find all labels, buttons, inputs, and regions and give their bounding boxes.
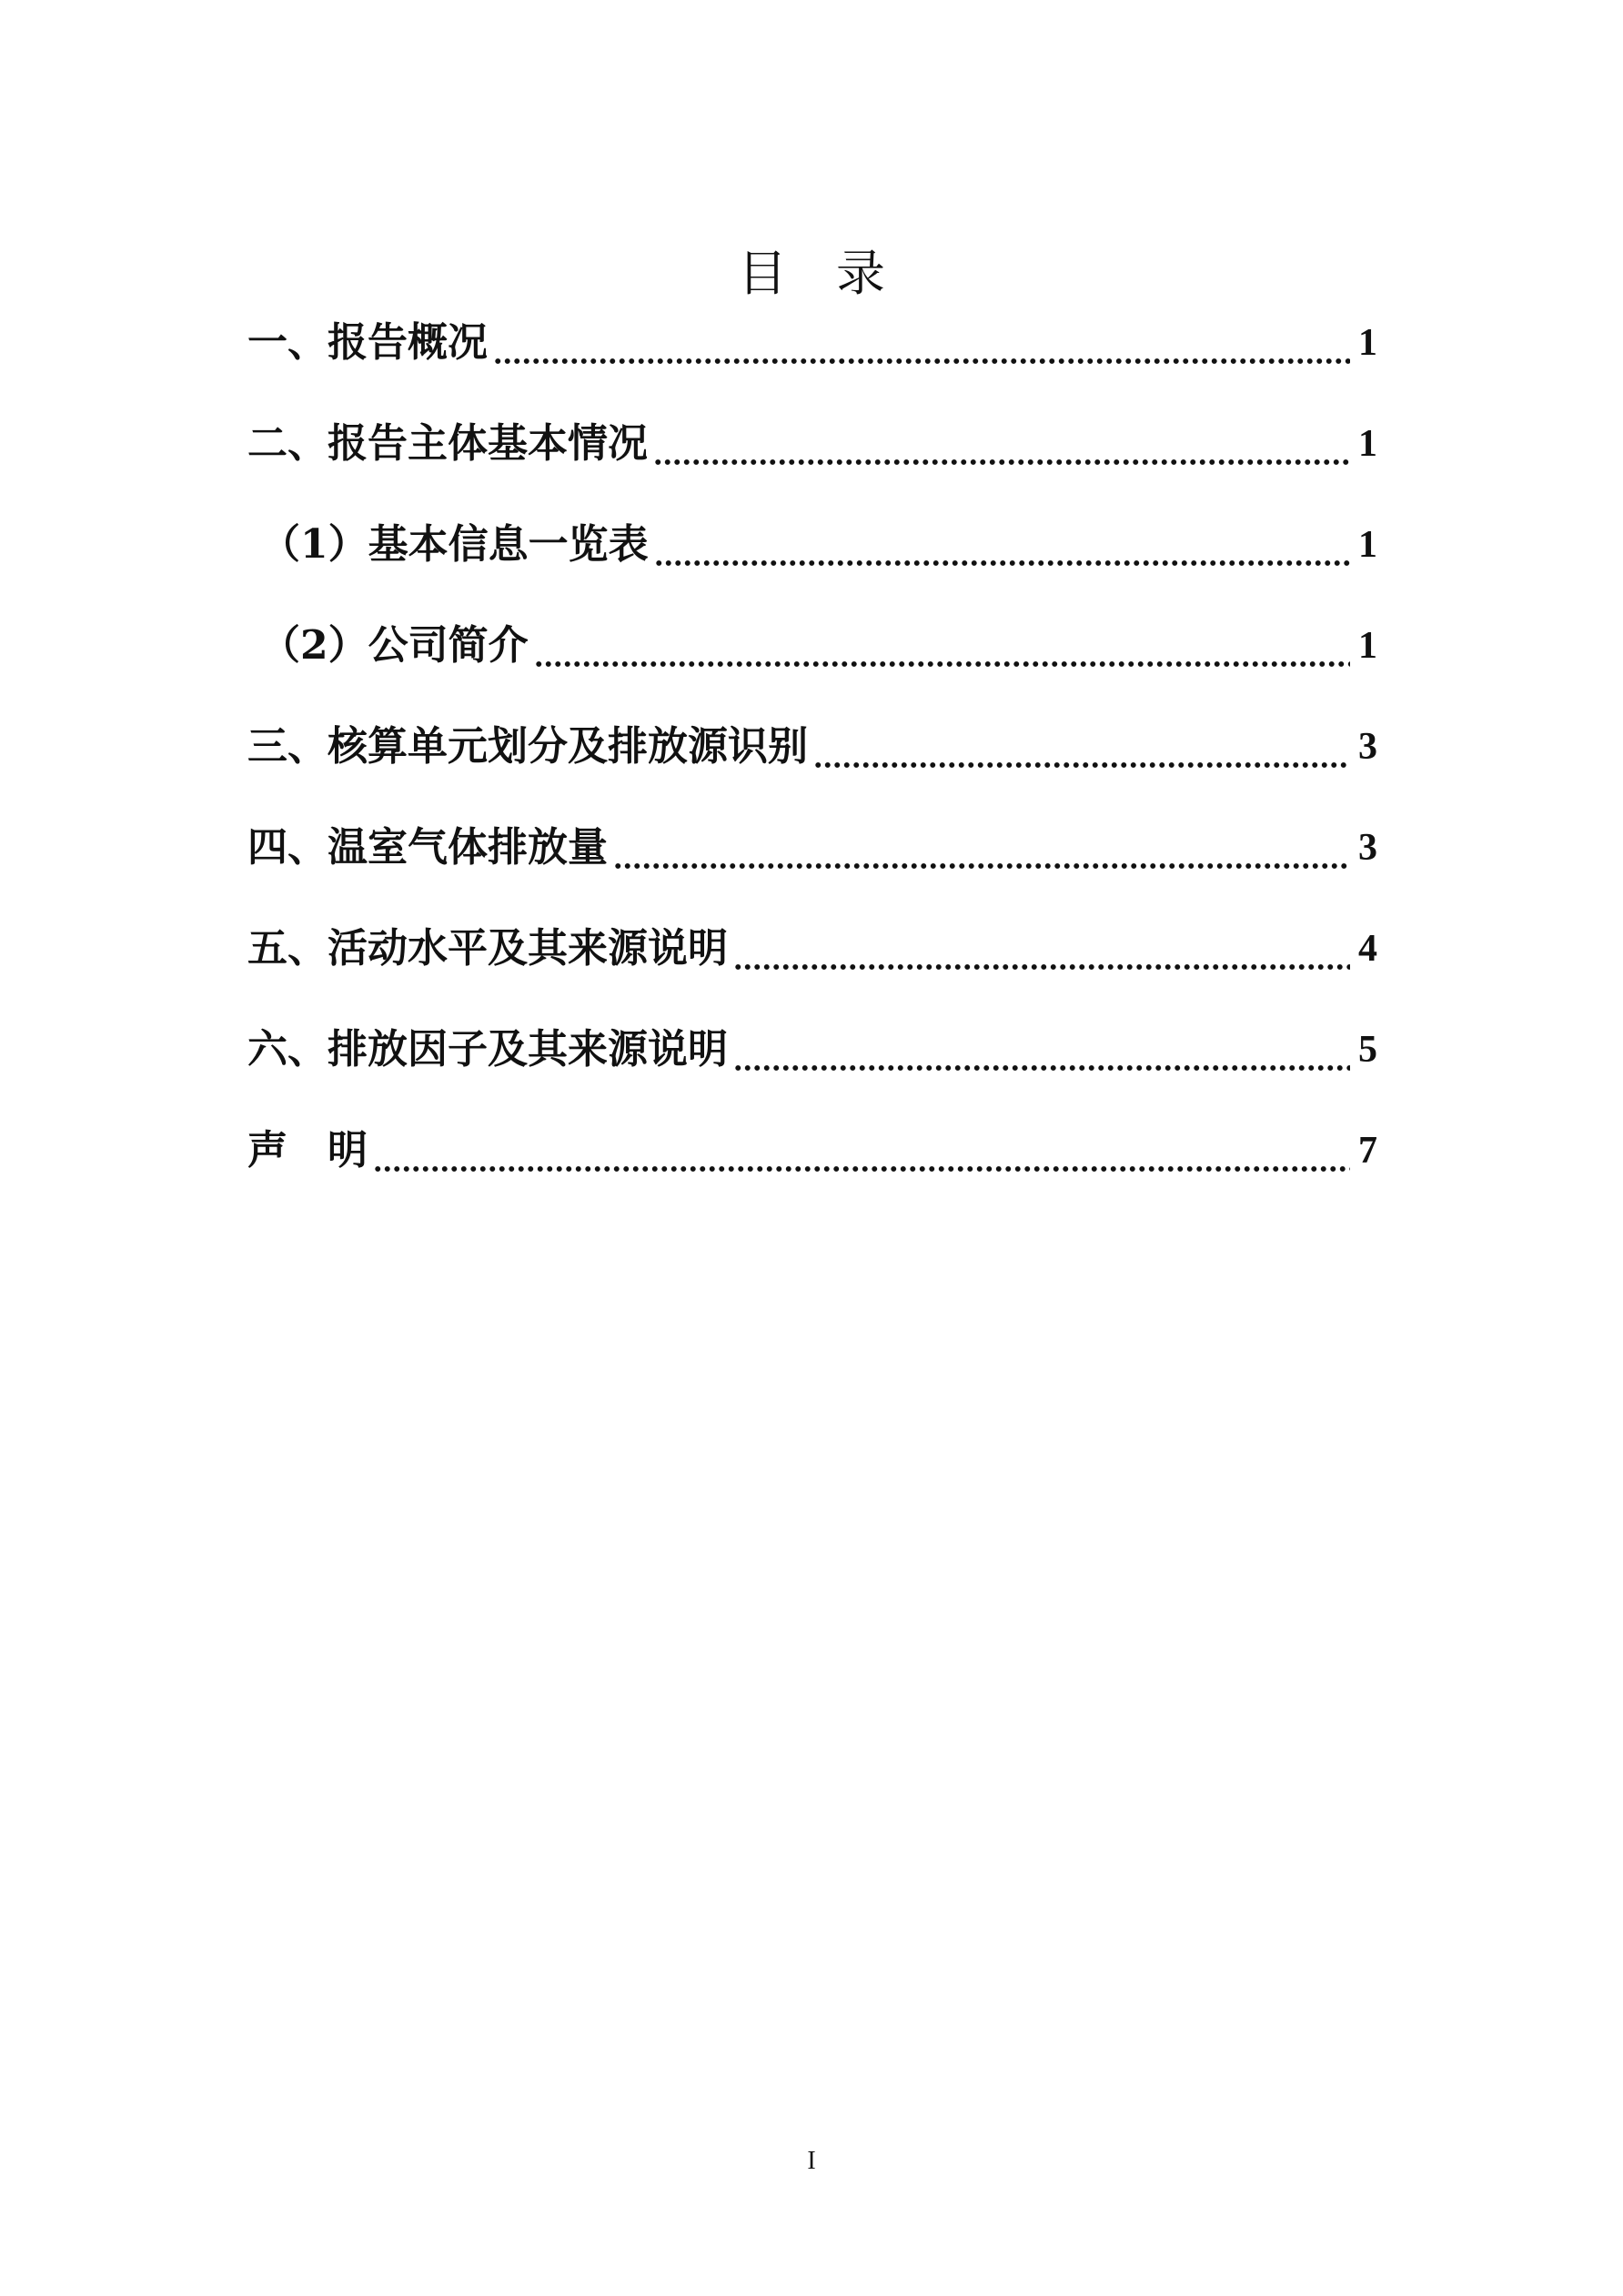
toc-title: 目 录 <box>738 245 885 303</box>
toc-entry-company-profile[interactable] <box>247 594 1377 695</box>
toc-entry-page-number: 1 <box>1358 322 1377 364</box>
toc-entry-label: （2）公司简介 <box>260 622 529 669</box>
toc-entry-accounting-units[interactable] <box>247 695 1377 796</box>
toc-entry-label: （1）基本信息一览表 <box>260 521 649 568</box>
toc-entry-page-number: 7 <box>1358 1130 1377 1172</box>
toc-entry-label: 三、核算单元划分及排放源识别 <box>247 723 808 770</box>
toc-entry-label: 四、温室气体排放量 <box>247 824 608 871</box>
dot-leader <box>733 1032 1350 1072</box>
toc-entry-label: 六、排放因子及其来源说明 <box>247 1026 728 1072</box>
dot-leader <box>493 325 1350 365</box>
toc-entry-emission-factors[interactable] <box>247 998 1377 1099</box>
toc-entry-activity-levels[interactable] <box>247 897 1377 998</box>
dot-leader <box>534 628 1350 668</box>
toc-entry-statement[interactable] <box>247 1099 1377 1200</box>
dot-leader <box>654 527 1350 567</box>
toc-entry-page-number: 4 <box>1358 928 1377 970</box>
toc-entry-ghg-emissions[interactable] <box>247 796 1377 897</box>
toc-entry-page-number: 1 <box>1358 625 1377 667</box>
toc-entry-label: 五、活动水平及其来源说明 <box>247 925 728 972</box>
table-of-contents <box>247 291 1377 1200</box>
toc-entry-page-number: 5 <box>1358 1029 1377 1071</box>
toc-entry-page-number: 1 <box>1358 423 1377 465</box>
dot-leader <box>373 1133 1350 1173</box>
toc-entry-label: 一、报告概况 <box>247 319 488 366</box>
dot-leader <box>813 729 1350 769</box>
toc-entry-label: 声 明 <box>247 1127 368 1173</box>
toc-entry-page-number: 1 <box>1358 524 1377 566</box>
page-number: I <box>807 2147 816 2175</box>
toc-entry-page-number: 3 <box>1358 726 1377 768</box>
toc-entry-page-number: 3 <box>1358 827 1377 869</box>
dot-leader <box>733 931 1350 971</box>
dot-leader <box>653 426 1350 466</box>
toc-entry-report-overview[interactable] <box>247 291 1377 392</box>
toc-entry-basic-info-table[interactable] <box>247 493 1377 594</box>
toc-entry-label: 二、报告主体基本情况 <box>247 420 648 467</box>
toc-entry-entity-basics[interactable] <box>247 392 1377 493</box>
dot-leader <box>613 830 1350 870</box>
